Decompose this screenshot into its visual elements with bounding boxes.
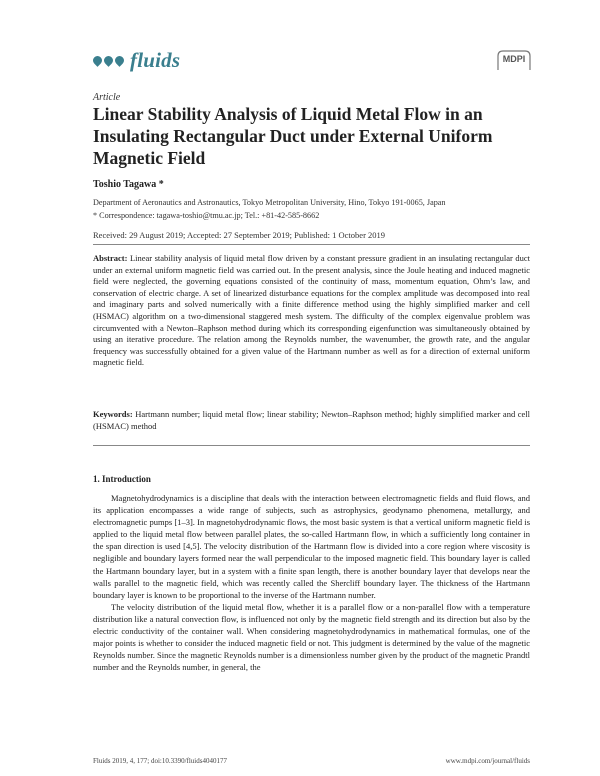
journal-url[interactable]: www.mdpi.com/journal/fluids bbox=[445, 757, 530, 765]
abstract-text: Linear stability analysis of liquid metal flow driven by a constant pressure gradient in an insulating rectangular duct under an external uniform magnetic field was carried out. In the present analysis, since the Joule heating and induced magnetic field were neglected, the governing equations consisted of the continuity of mass, momentum equation, Ohm’s law, and conservation of electric charge. A set of linearized disturbance equations for the complex amplitude was decomposed into real and imaginary parts and solved numerically with a finite difference method using the highly simplified marker and cell (HSMAC) algorithm on a two-dimensional staggered mesh system. The difficulty of the complex eigenvalue problem was circumvented with a Newton–Raphson method during which its corresponding eigenfunction was simultaneously obtained by using an iterative procedure. The relation among the Reynolds number, the wavenumber, the growth rate, and the angular frequency was successfully obtained for a given value of the Hartmann number as well as for a direction of external uniform magnetic field. bbox=[93, 253, 530, 368]
body-paragraph: The velocity distribution of the liquid metal flow, whether it is a parallel flow or a non-parallel flow with a temperature distribution like a natural convection flow, is influenced not only by the magnetic field strength and its direction but also by the electric conductivity of the container wall. When considering magnetohydrodynamics in mathematical formulas, one of the major points is whether to consider the induced magnetic field or not. This judgment is determined by the value of the magnetic Reynolds number. Since the magnetic Reynolds number is a dimensionless number given by the product of the magnetic Prandtl number and the Reynolds number, in general, the bbox=[93, 601, 530, 673]
divider-top bbox=[93, 244, 530, 245]
journal-name: fluids bbox=[130, 48, 181, 72]
divider-bottom bbox=[93, 445, 530, 446]
keywords-text: Hartmann number; liquid metal flow; linear stability; Newton–Raphson method; highly simplified marker and cell (HSMAC) method bbox=[93, 409, 531, 431]
abstract-label: Abstract: bbox=[93, 253, 128, 263]
keywords bbox=[93, 409, 530, 432]
publication-dates: Received: 29 August 2019; Accepted: 27 September 2019; Published: 1 October 2019 bbox=[93, 230, 386, 240]
paper-title: Linear Stability Analysis of Liquid Metal Flow in an Insulating Rectangular Duct under External Uniform Magnetic Field bbox=[93, 104, 493, 168]
correspondence[interactable]: * Correspondence: tagawa-toshio@tmu.ac.jp; Tel.: +81-42-585-8662 bbox=[93, 211, 320, 220]
author: Toshio Tagawa * bbox=[93, 179, 164, 190]
body-paragraph: Magnetohydrodynamics is a discipline that deals with the interaction between electromagnetic fields and fluid flows, and its application encompasses a wide range of subjects, such as astrophysics, geodynamo phenomena, metallurgy, and electromagnetic pumps [1–3]. In magnetohydrodynamic flows, the most basic system is that a vertical uniform magnetic field is applied to the liquid metal flow between parallel plates, the so-called Hartmann flow, in which a sufficiently long container in the span direction is used [4,5]. The velocity distribution of the Hartmann flow is divided into a core region where viscosity is negligible and boundary layers formed near the wall perpendicular to the imposed magnetic field. This boundary layer is called the Hartmann boundary layer, but in a system with a finite span length, there is another boundary layer that develops near the walls parallel to the magnetic field, which was recently called the Shercliff boundary layer. The thickness of the Hartmann boundary layer is known to be proportional to the inverse of the Hartmann number. bbox=[93, 493, 530, 600]
section-body bbox=[93, 492, 530, 673]
abstract bbox=[93, 253, 530, 369]
publisher-logo[interactable] bbox=[495, 48, 533, 72]
article-type: Article bbox=[93, 92, 121, 103]
journal-logo[interactable] bbox=[93, 48, 180, 73]
keywords-label: Keywords: bbox=[93, 409, 133, 419]
affiliation: Department of Aeronautics and Astronautics, Tokyo Metropolitan University, Hino, Tokyo 191-0065, Japan bbox=[93, 198, 446, 207]
section-heading: 1. Introduction bbox=[93, 474, 151, 484]
droplets-icon bbox=[93, 56, 124, 65]
publisher-name: MDPI bbox=[502, 54, 526, 64]
journal-header bbox=[93, 44, 533, 78]
citation: Fluids 2019, 4, 177; doi:10.3390/fluids4040177 bbox=[93, 757, 227, 765]
